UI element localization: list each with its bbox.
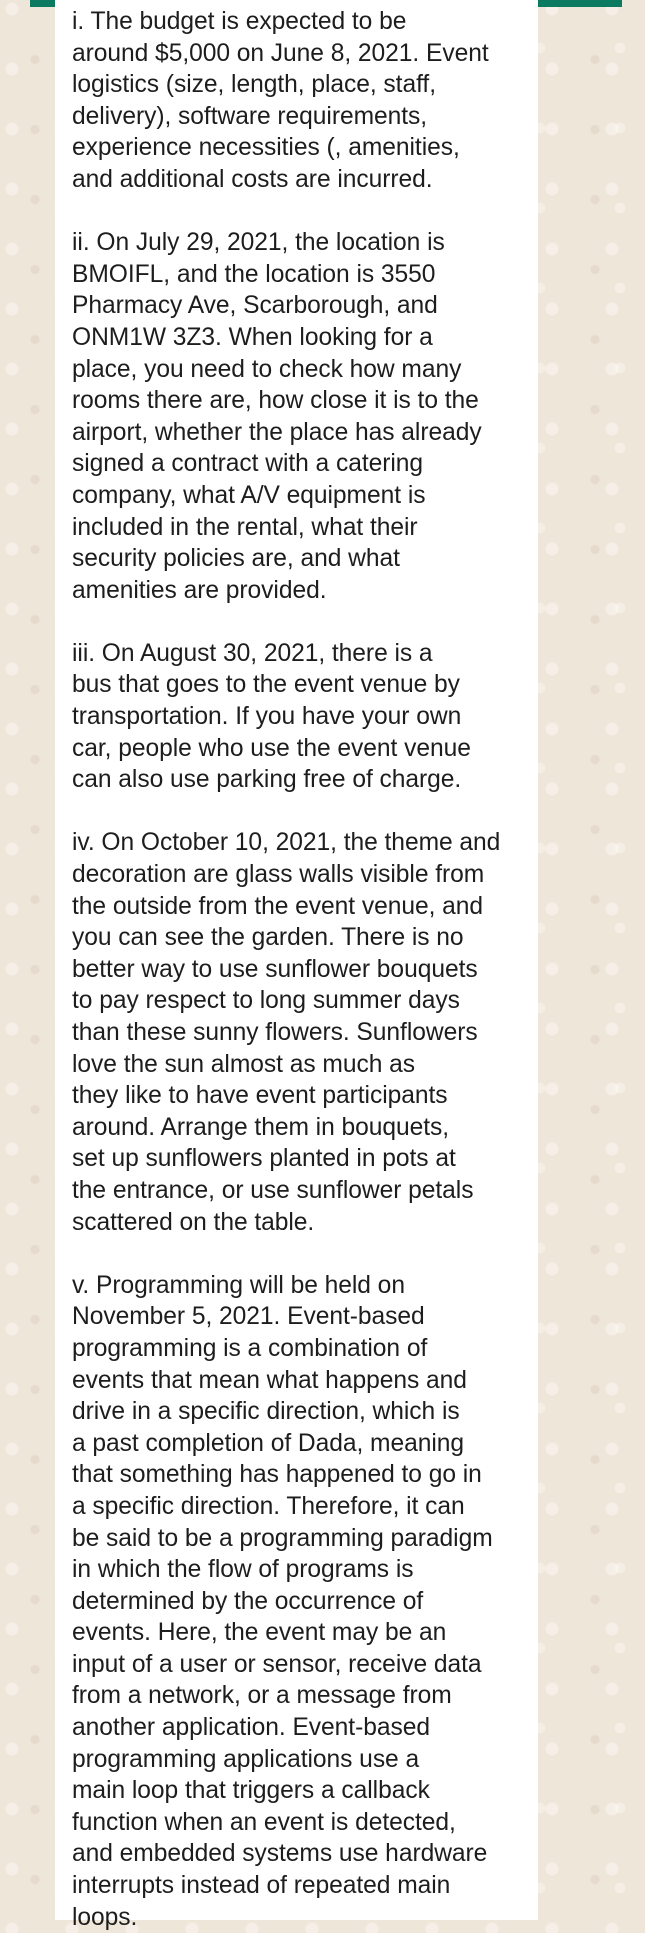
- text-line: ii. On July 29, 2021, the location is: [72, 229, 445, 257]
- text-line: that something has happened to go in: [72, 1461, 482, 1489]
- text-line: delivery), software requirements,: [72, 102, 428, 130]
- text-line: the outside from the event venue, and: [72, 892, 484, 920]
- text-line: love the sun almost as much as: [72, 1050, 415, 1078]
- text-line: airport, whether the place has already: [72, 418, 482, 446]
- text-line: rooms there are, how close it is to the: [72, 387, 479, 415]
- text-line: November 5, 2021. Event-based: [72, 1303, 425, 1331]
- text-line: bus that goes to the event venue by: [72, 671, 460, 699]
- message-text: [72, 6, 537, 1933]
- text-line: interrupts instead of repeated main: [72, 1872, 451, 1900]
- text-line: main loop that triggers a callback: [72, 1777, 430, 1805]
- text-line: they like to have event participants: [72, 1082, 448, 1110]
- paragraph-transportation: [72, 638, 537, 796]
- text-line: set up sunflowers planted in pots at: [72, 1145, 456, 1173]
- paragraph-theme-decoration: [72, 827, 537, 1238]
- text-line: you can see the garden. There is no: [72, 924, 464, 952]
- text-line: ONM1W 3Z3. When looking for a: [72, 323, 433, 351]
- text-line: a past completion of Dada, meaning: [72, 1429, 465, 1457]
- paragraph-budget: [72, 6, 537, 196]
- text-line: logistics (size, length, place, staff,: [72, 71, 436, 99]
- text-line: determined by the occurrence of: [72, 1587, 424, 1615]
- text-line: and embedded systems use hardware: [72, 1840, 488, 1868]
- text-line: v. Programming will be held on: [72, 1271, 405, 1299]
- text-line: programming applications use a: [72, 1745, 420, 1773]
- text-line: included in the rental, what their: [72, 513, 418, 541]
- text-line: around. Arrange them in bouquets,: [72, 1113, 450, 1141]
- text-line: scattered on the table.: [72, 1208, 315, 1236]
- text-line: around $5,000 on June 8, 2021. Event: [72, 39, 489, 67]
- paragraph-programming: [72, 1270, 537, 1933]
- text-line: be said to be a programming paradigm: [72, 1524, 493, 1552]
- text-line: function when an event is detected,: [72, 1808, 456, 1836]
- text-line: can also use parking free of charge.: [72, 766, 462, 794]
- text-line: company, what A/V equipment is: [72, 481, 426, 509]
- text-line: security policies are, and what: [72, 545, 400, 573]
- text-line: Pharmacy Ave, Scarborough, and: [72, 292, 438, 320]
- text-line: events. Here, the event may be an: [72, 1619, 447, 1647]
- text-line: place, you need to check how many: [72, 355, 462, 383]
- text-line: better way to use sunflower bouquets: [72, 955, 478, 983]
- text-line: events that mean what happens and: [72, 1366, 467, 1394]
- text-line: than these sunny flowers. Sunflowers: [72, 1019, 478, 1046]
- text-line: loops.: [72, 1903, 138, 1931]
- text-line: i. The budget is expected to be: [72, 8, 407, 35]
- text-line: input of a user or sensor, receive data: [72, 1650, 482, 1678]
- text-line: transportation. If you have your own: [72, 703, 462, 731]
- text-line: another application. Event-based: [72, 1714, 430, 1742]
- text-line: the entrance, or use sunflower petals: [72, 1176, 474, 1204]
- text-line: in which the flow of programs is: [72, 1556, 414, 1584]
- text-line: iii. On August 30, 2021, there is a: [72, 639, 433, 667]
- text-line: signed a contract with a catering: [72, 450, 424, 478]
- text-line: decoration are glass walls visible from: [72, 861, 485, 889]
- text-line: programming is a combination of: [72, 1334, 428, 1362]
- text-line: car, people who use the event venue: [72, 734, 471, 762]
- text-line: experience necessities (, amenities,: [72, 134, 460, 162]
- text-line: amenities are provided.: [72, 576, 327, 604]
- text-line: a specific direction. Therefore, it can: [72, 1492, 465, 1520]
- text-line: and additional costs are incurred.: [72, 165, 433, 193]
- text-line: iv. On October 10, 2021, the theme and: [72, 829, 501, 857]
- text-line: drive in a specific direction, which is: [72, 1398, 460, 1426]
- text-line: from a network, or a message from: [72, 1682, 452, 1710]
- paragraph-location: [72, 227, 537, 606]
- text-line: BMOIFL, and the location is 3550: [72, 260, 436, 288]
- text-line: to pay respect to long summer days: [72, 987, 460, 1015]
